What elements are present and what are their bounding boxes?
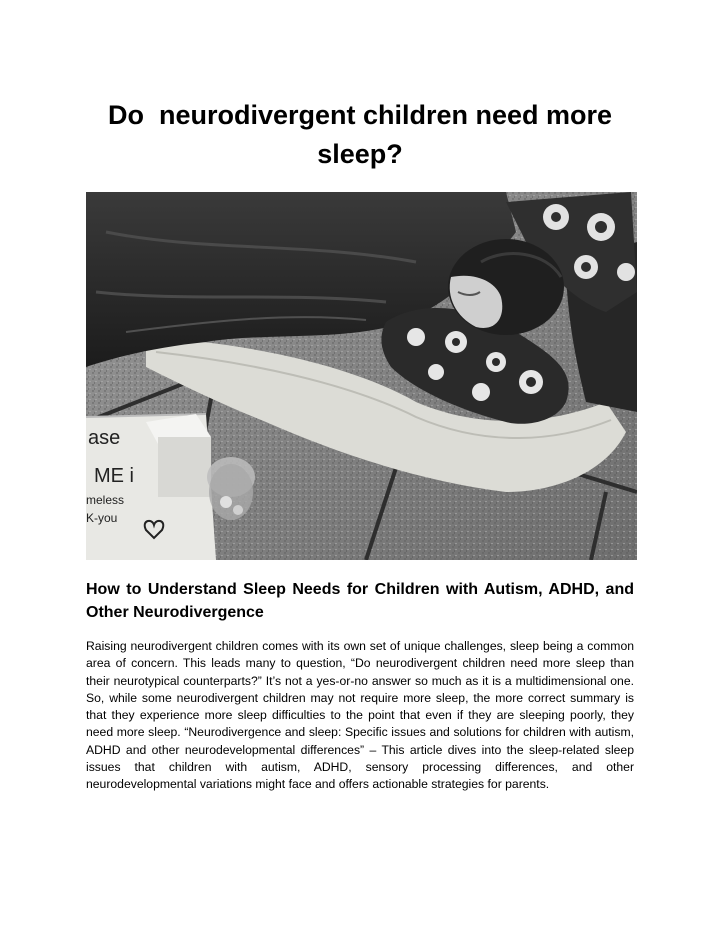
sign-text-line-1: ase [88,427,121,449]
sleeping-child-photo [86,192,637,560]
sign-text-line-3: meless [86,493,125,507]
sign-text-line-4: K-you [86,511,118,525]
page-title: Do neurodivergent children need more sleep? [107,100,620,169]
intro-paragraph: Raising neurodivergent children comes with its own set of unique challenges, sleep being a common area of concern. This leads many to question, “Do neurodivergent children need more sleep than their neurotypical counterparts?” It’s not a yes-or-no answer so much as it is a multidimensional one. So, while some neurodivergent children may not require more sleep, the more correct summary is that they experience more sleep difficulties to the point that even if they are sleeping poorly, they need more sleep. “Neurodivergence and sleep: Specific issues and solutions for children with autism, ADHD and other neurodevelopmental differences” – This article dives into the sleep-related sleep issues that children with autism, ADHD, sensory processing differences, and other neurodevelopmental variations might face and offers actionable strategies for parents. [86,639,634,792]
sign-text-line-2: ME i [94,465,134,487]
section-heading: How to Understand Sleep Needs for Children with Autism, ADHD, and Other Neurodivergence [86,581,634,621]
